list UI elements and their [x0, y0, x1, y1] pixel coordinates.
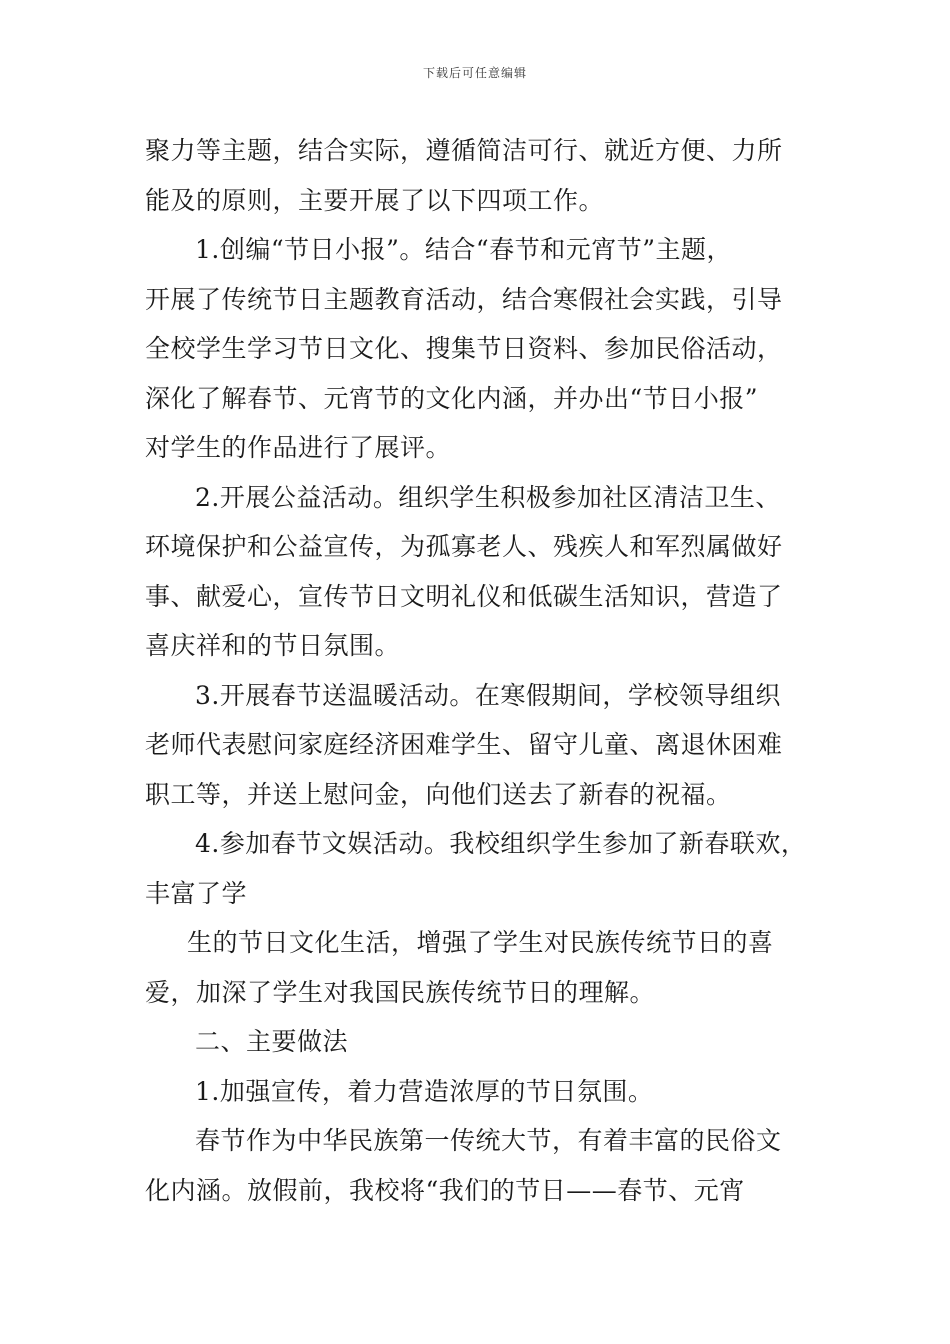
page-header-note: 下载后可任意编辑	[422, 66, 527, 80]
text-line: 丰富了学	[145, 878, 248, 908]
text-line: 化内涵。放假前，我校将“我们的节日——春节、元宵	[145, 1175, 745, 1205]
text-line: 老师代表慰问家庭经济困难学生、留守儿童、离退休困难	[145, 730, 783, 759]
text-line: 生的节日文化生活，增强了学生对民族传统节日的喜	[187, 928, 774, 957]
text-line: 职工等，并送上慰问金，向他们送去了新春的祝福。	[145, 779, 732, 809]
text-line: 春节作为中华民族第一传统大节，有着丰富的民俗文	[195, 1126, 782, 1155]
text-line: 开展了传统节日主题教育活动，结合寒假社会实践，引导	[145, 284, 783, 314]
document-body	[145, 126, 810, 1215]
text-line: 事、献爱心，宣传节日文明礼仪和低碳生活知识，营造了	[145, 581, 783, 611]
text-line: 全校学生学习节日文化、搜集节日资料、参加民俗活动，	[145, 334, 783, 363]
subsection-heading: 1.加强宣传，着力营造浓厚的节日氛围。	[195, 1076, 654, 1106]
text-line: 3.开展春节送温暖活动。在寒假期间，学校领导组织	[195, 680, 781, 710]
text-line: 能及的原则，主要开展了以下四项工作。	[145, 185, 605, 215]
text-line: 环境保护和公益宣传，为孤寡老人、残疾人和军烈属做好	[145, 532, 783, 561]
text-line: 4.参加春节文娱活动。我校组织学生参加了新春联欢，	[195, 829, 807, 858]
text-line: 2.开展公益活动。组织学生积极参加社区清洁卫生、	[195, 482, 781, 512]
text-line: 对学生的作品进行了展评。	[145, 433, 452, 462]
text-line: 喜庆祥和的节日氛围。	[145, 631, 401, 660]
text-line: 爱，加深了学生对我国民族传统节日的理解。	[145, 977, 656, 1007]
text-line: 1.创编“节日小报”。结合“春节和元宵节”主题，	[195, 235, 732, 264]
text-line: 聚力等主题，结合实际，遵循简洁可行、就近方便、力所	[145, 136, 783, 165]
text-line: 深化了解春节、元宵节的文化内涵，并办出“节日小报”	[145, 383, 759, 413]
section-heading: 二、主要做法	[195, 1027, 349, 1056]
